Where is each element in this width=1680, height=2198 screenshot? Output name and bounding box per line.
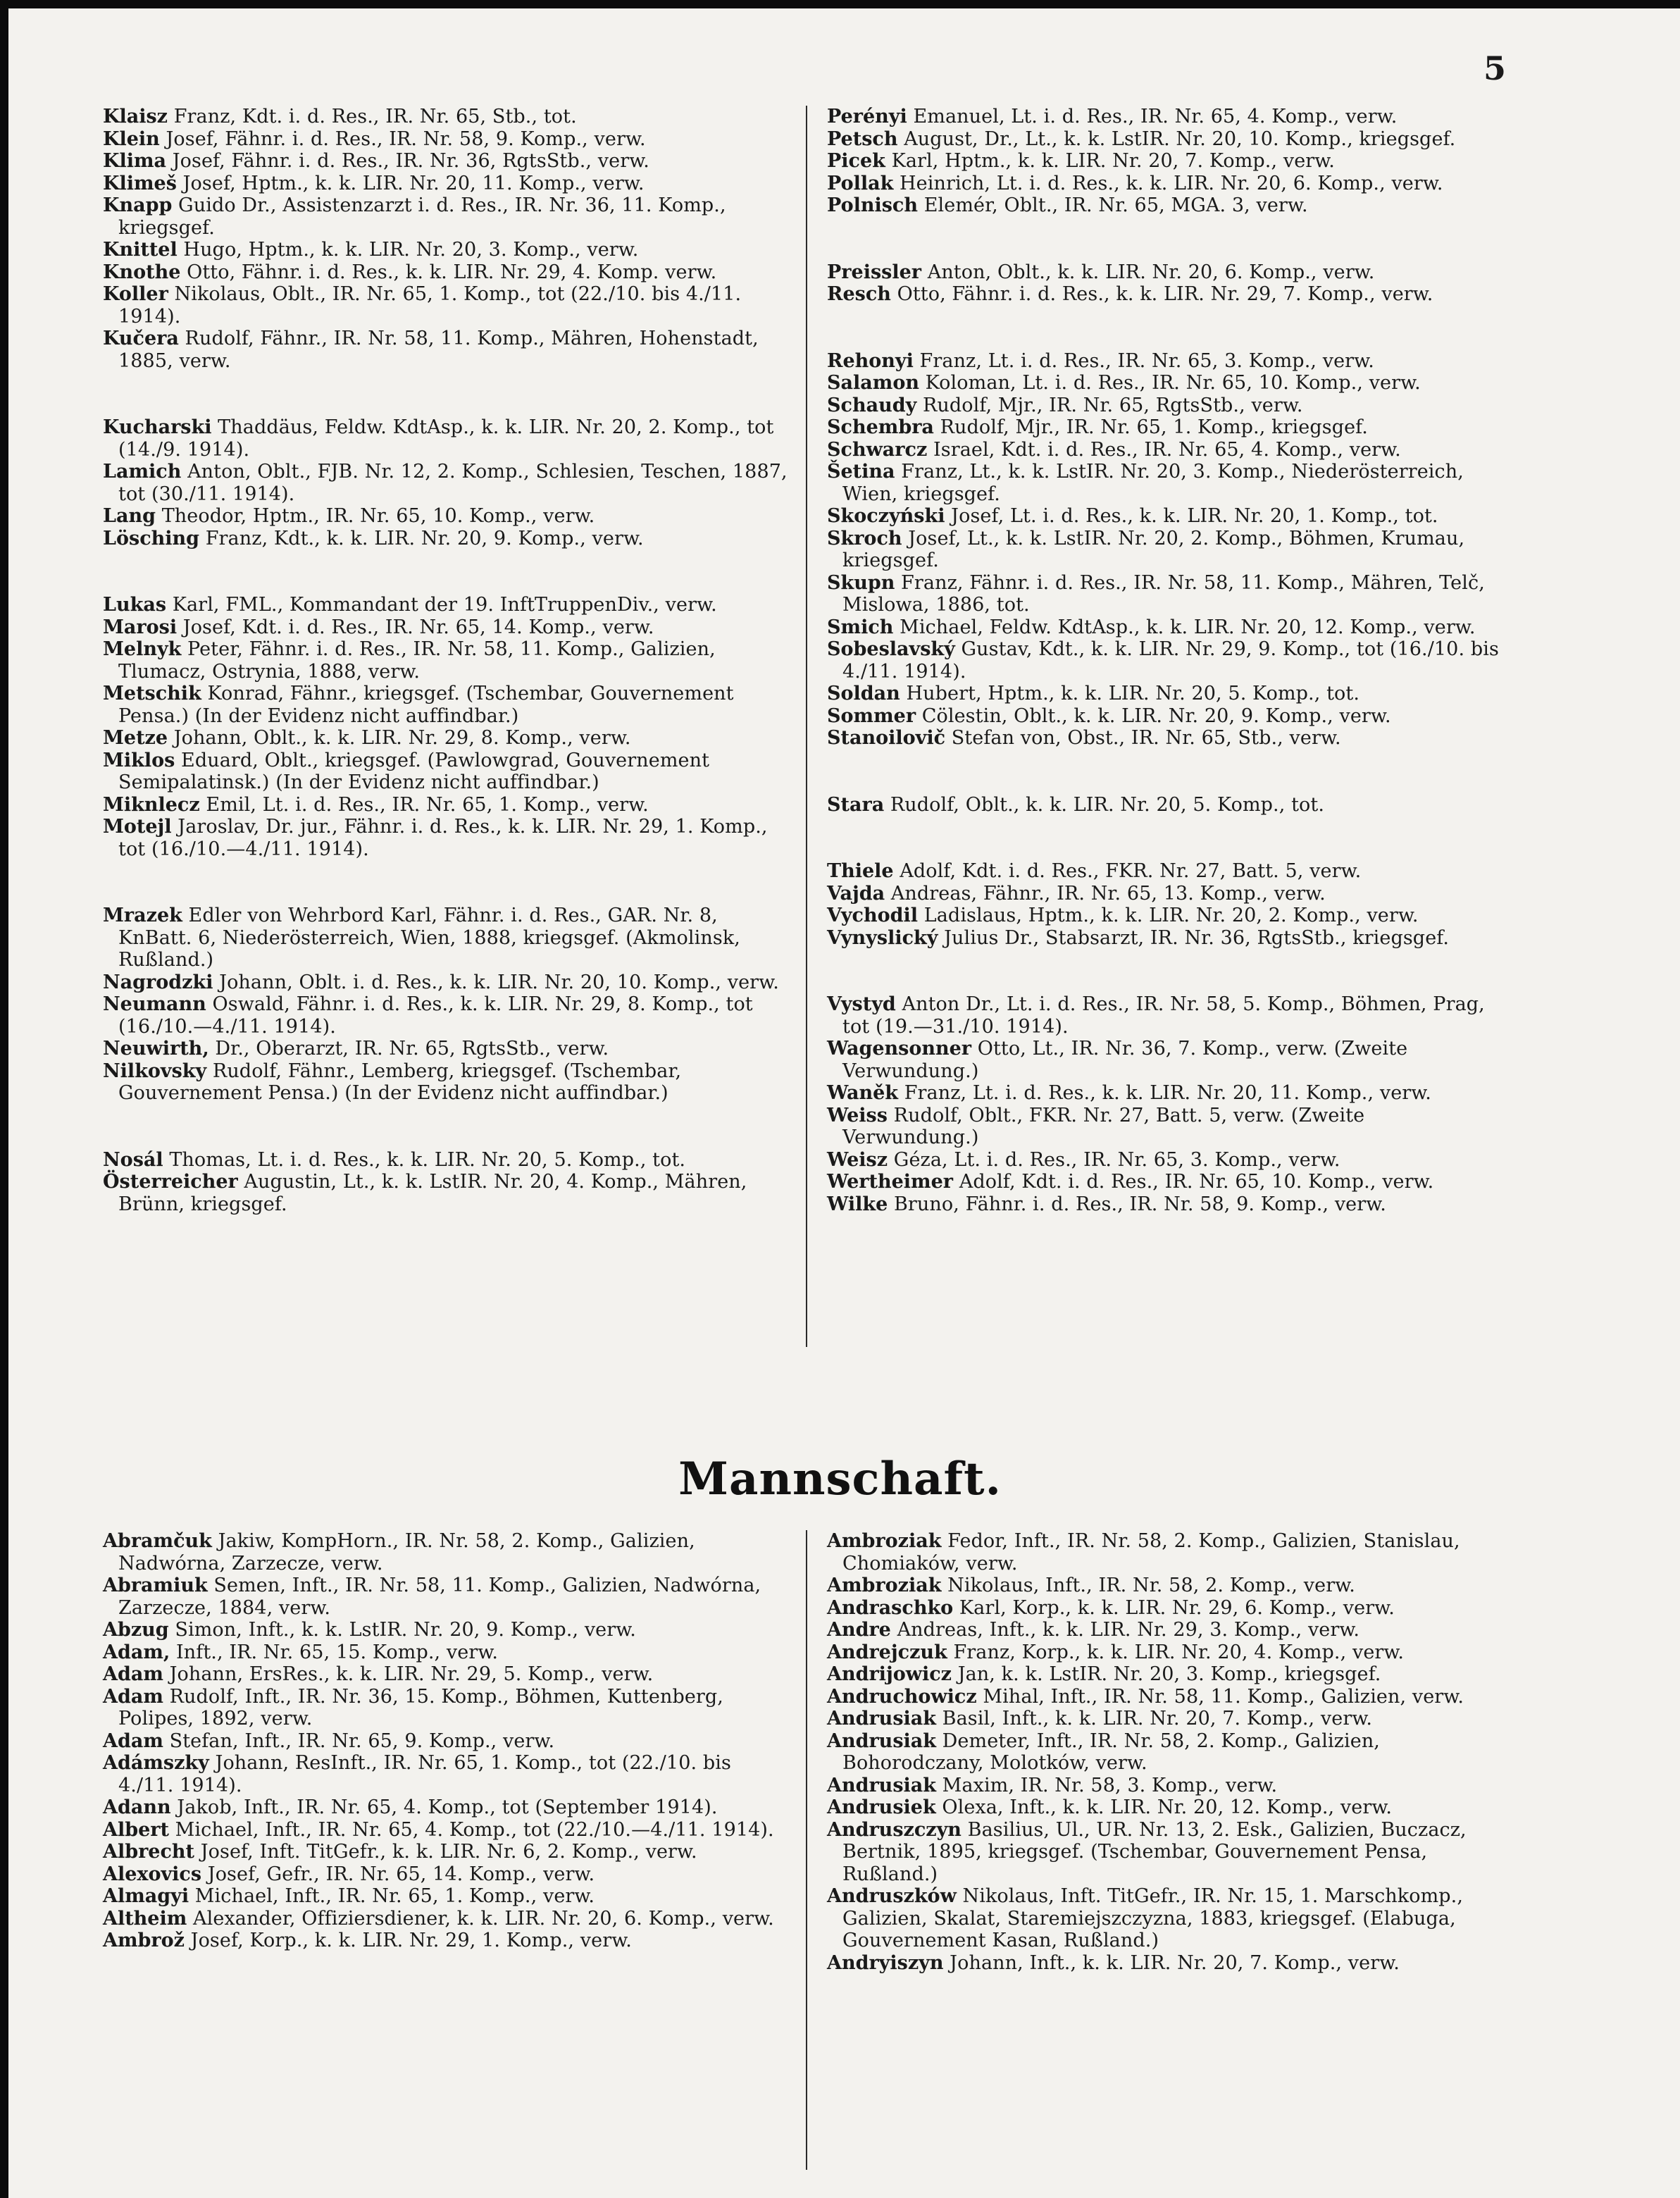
entry-surname: Picek [827,150,885,172]
entry-surname: Koller [103,283,168,305]
entry-surname: Lösching [103,527,200,550]
entry-surname: Ambroziak [827,1530,942,1552]
entry-surname: Schwarcz [827,438,928,461]
entry-details: Augustin, Lt., k. k. LstIR. Nr. 20, 4. Komp., Mähren, Brünn, kriegsgef. [118,1171,747,1215]
entry-details: Julius Dr., Stabsarzt, IR. Nr. 36, RgtsStb., kriegsgef. [944,926,1450,949]
entry-surname: Weiss [827,1104,888,1126]
entry-surname: Petsch [827,128,898,150]
entry-details: Jakob, Inft., IR. Nr. 65, 4. Komp., tot (September 1914). [177,1796,718,1818]
entry-surname: Lukas [103,594,167,616]
entry-details: Jakiw, KompHorn., IR. Nr. 58, 2. Komp., Galizien, Nadwórna, Zarzecze, verw. [118,1530,695,1575]
entry-details: Emanuel, Lt. i. d. Res., IR. Nr. 65, 4. Komp., verw. [913,106,1398,128]
mannschaft-entry [827,1686,1506,1708]
entry-details: Cölestin, Oblt., k. k. LIR. Nr. 20, 9. Komp., verw. [921,704,1391,727]
mannschaft-entry [827,1641,1506,1664]
entry-surname: Vychodil [827,905,919,926]
entry-details: Konrad, Fähnr., kriegsgef. (Tschembar, Gouvernement Pensa.) (In der Evidenz nicht auffindbar.) [118,683,734,727]
mannschaft-entry [103,1863,789,1886]
mannschaft-entry [827,1730,1506,1775]
entry-surname: Resch [827,283,891,305]
entry-details: Franz, Lt., k. k. LstIR. Nr. 20, 3. Komp., Niederösterreich, Wien, kriegsgef. [842,461,1464,505]
entry-details: Rudolf, Mjr., IR. Nr. 65, RgtsStb., verw. [922,394,1303,416]
entry-surname: Andruszczyn [827,1818,962,1841]
entry-details: Michael, Feldw. KdtAsp., k. k. LIR. Nr. 20, 12. Komp., verw. [900,616,1476,638]
mannschaft-entry [103,1796,789,1819]
entry-surname: Andrejczuk [827,1641,947,1663]
entry-details: Stefan, Inft., IR. Nr. 65, 9. Komp., verw. [169,1730,555,1752]
entry-details: Andreas, Fähnr., IR. Nr. 65, 13. Komp., verw. [890,882,1326,905]
entry-details: Demeter, Inft., IR. Nr. 58, 2. Komp., Galizien, Bohorodczany, Molotków, verw. [842,1730,1380,1774]
entry-surname: Rehonyi [827,349,914,372]
entry-details: Franz, Lt. i. d. Res., IR. Nr. 65, 3. Komp., verw. [919,349,1374,372]
entry-surname: Andruszków [827,1885,957,1907]
mannschaft-entry [103,1619,789,1641]
entry-details: Andreas, Inft., k. k. LIR. Nr. 29, 3. Komp., verw. [897,1619,1360,1641]
entry-surname: Mrazek [103,905,182,926]
entry-details: Olexa, Inft., k. k. LIR. Nr. 20, 12. Komp., verw. [942,1796,1393,1818]
mannschaft-entry [103,1663,789,1686]
entry-surname: Andraschko [827,1596,954,1619]
mannschaft-entry [103,1841,789,1863]
mannschaft-entry [103,1530,789,1575]
entry-surname: Andruchowicz [827,1685,977,1708]
entry-details: August, Dr., Lt., k. k. LstIR. Nr. 20, 10. Komp., kriegsgef. [904,128,1456,150]
entry-details: Stefan von, Obst., IR. Nr. 65, Stb., verw. [951,727,1341,749]
entry-details: Otto, Fähnr. i. d. Res., k. k. LIR. Nr. 29, 4. Komp. verw. [187,261,717,283]
entry-surname: Waněk [827,1082,898,1104]
entry-details: Franz, Lt. i. d. Res., k. k. LIR. Nr. 20, 11. Komp., verw. [904,1082,1431,1104]
entry-details: Hugo, Hptm., k. k. LIR. Nr. 20, 3. Komp., verw. [183,239,639,261]
entry-surname: Šetina [827,461,895,483]
mannschaft-right-column [827,0,1506,2198]
mannschaft-entry [827,1663,1506,1686]
entry-details: Karl, Korp., k. k. LIR. Nr. 29, 6. Komp., verw. [959,1596,1395,1619]
entry-details: Josef, Lt. i. d. Res., k. k. LIR. Nr. 20, 1. Komp., tot. [951,505,1438,527]
entry-details: Ladislaus, Hptm., k. k. LIR. Nr. 20, 2. Komp., verw. [923,905,1419,926]
entry-surname: Perényi [827,106,907,128]
mannschaft-entry [827,1597,1506,1620]
entry-details: Johann, ErsRes., k. k. LIR. Nr. 29, 5. Komp., verw. [169,1663,654,1685]
entry-details: Nikolaus, Inft., IR. Nr. 58, 2. Komp., verw. [947,1575,1355,1596]
entry-details: Eduard, Oblt., kriegsgef. (Pawlowgrad, Gouvernement Semipalatinsk.) (In der Evidenz nicht auffindbar.) [118,749,710,793]
entry-details: Anton Dr., Lt. i. d. Res., IR. Nr. 58, 5. Komp., Böhmen, Prag, tot (19.—31./10. 1914). [842,993,1485,1038]
entry-details: Otto, Fähnr. i. d. Res., k. k. LIR. Nr. 29, 7. Komp., verw. [897,283,1433,305]
entry-surname: Klima [103,150,167,172]
entry-surname: Sommer [827,704,916,727]
entry-surname: Andre [827,1619,891,1641]
entry-surname: Soldan [827,683,900,704]
entry-surname: Skroch [827,527,902,550]
entry-details: Mihal, Inft., IR. Nr. 58, 11. Komp., Galizien, verw. [983,1685,1464,1708]
entry-surname: Wilke [827,1193,888,1215]
entry-details: Adolf, Kdt. i. d. Res., IR. Nr. 65, 10. Komp., verw. [959,1171,1434,1193]
entry-surname: Klaisz [103,106,168,128]
entry-surname: Almagyi [103,1885,189,1907]
entry-surname: Abramčuk [103,1530,212,1552]
entry-surname: Vajda [827,882,885,905]
entry-surname: Nilkovsky [103,1060,207,1082]
entry-details: Jaroslav, Dr. jur., Fähnr. i. d. Res., k. k. LIR. Nr. 29, 1. Komp., tot (16./10.—4./11. 1914). [118,816,768,860]
entry-surname: Kucharski [103,416,212,438]
entry-details: Basilius, Ul., UR. Nr. 13, 2. Esk., Galizien, Buczacz, Bertnik, 1895, kriegsgef. (Tschembar, Gouvernement Pensa, Rußland.) [842,1818,1467,1885]
entry-surname: Metze [103,727,168,749]
entry-details: Inft., IR. Nr. 65, 15. Komp., verw. [175,1641,499,1663]
entry-details: Josef, Kdt. i. d. Res., IR. Nr. 65, 14. Komp., verw. [182,616,654,638]
entry-details: Heinrich, Lt. i. d. Res., k. k. LIR. Nr. 20, 6. Komp., verw. [900,172,1443,194]
entry-details: Michael, Inft., IR. Nr. 65, 1. Komp., verw. [194,1885,595,1907]
column-divider-bottom [806,1530,807,2170]
page-number: 5 [1483,49,1507,87]
mannschaft-entry [103,1819,789,1842]
entry-surname: Stara [827,793,885,816]
entry-surname: Stanoilovič [827,727,946,749]
entry-details: Elemér, Oblt., IR. Nr. 65, MGA. 3, verw. [923,194,1308,216]
entry-details: Koloman, Lt. i. d. Res., IR. Nr. 65, 10. Komp., verw. [925,372,1421,394]
entry-surname: Albrecht [103,1841,195,1863]
entry-surname: Preissler [827,261,922,283]
mannschaft-entry [103,1641,789,1664]
entry-details: Franz, Fähnr. i. d. Res., IR. Nr. 58, 11. Komp., Mähren, Telč, Mislowa, 1886, tot. [842,571,1485,616]
entry-surname: Miklos [103,749,175,771]
entry-details: Anton, Oblt., FJB. Nr. 12, 2. Komp., Schlesien, Teschen, 1887, tot (30./11. 1914). [118,461,788,505]
entry-details: Rudolf, Oblt., FKR. Nr. 27, Batt. 5, verw. (Zweite Verwundung.) [842,1104,1365,1148]
entry-surname: Smich [827,616,894,638]
entry-surname: Klein [103,128,160,150]
entry-surname: Pollak [827,172,894,194]
entry-surname: Adam [103,1685,163,1708]
entry-details: Michael, Inft., IR. Nr. 65, 4. Komp., tot (22./10.—4./11. 1914). [175,1818,774,1841]
entry-surname: Miknlecz [103,793,200,816]
entry-surname: Schembra [827,416,934,438]
entry-details: Johann, ResInft., IR. Nr. 65, 1. Komp., tot (22./10. bis 4./11. 1914). [118,1752,731,1796]
entry-details: Rudolf, Fähnr., Lemberg, kriegsgef. (Tschembar, Gouvernement Pensa.) (In der Evidenz nicht auffindbar.) [118,1060,682,1104]
entry-surname: Adam [103,1663,163,1685]
entry-details: Edler von Wehrbord Karl, Fähnr. i. d. Res., GAR. Nr. 8, KnBatt. 6, Niederösterreich, Wien, 1888, kriegsgef. (Akmolinsk, Rußland.) [118,905,740,971]
entry-surname: Motejl [103,816,172,838]
entry-details: Nikolaus, Inft. TitGefr., IR. Nr. 15, 1. Marschkomp., Galizien, Skalat, Staremiejszczyzna, 1883, kriegsgef. (Elabuga, Gouvernement Kasan, Rußland.) [842,1885,1464,1951]
entry-surname: Adam, [103,1641,170,1663]
mannschaft-left-column [103,0,789,2198]
entry-surname: Knittel [103,239,178,261]
entry-details: Josef, Fähnr. i. d. Res., IR. Nr. 36, RgtsStb., verw. [172,150,649,172]
entry-details: Josef, Lt., k. k. LstIR. Nr. 20, 2. Komp., Böhmen, Krumau, kriegsgef. [842,527,1465,571]
entry-surname: Weisz [827,1148,888,1171]
mannschaft-entry [827,1575,1506,1597]
entry-surname: Vystyd [827,993,896,1015]
entry-details: Rudolf, Inft., IR. Nr. 36, 15. Komp., Böhmen, Kuttenberg, Polipes, 1892, verw. [118,1685,723,1730]
entry-surname: Alexovics [103,1863,202,1885]
entry-surname: Lamich [103,461,182,483]
entry-surname: Klimeš [103,172,177,194]
entry-surname: Neumann [103,993,206,1015]
mannschaft-entry [827,1530,1506,1575]
entry-details: Oswald, Fähnr. i. d. Res., k. k. LIR. Nr. 29, 8. Komp., tot (16./10.—4./11. 1914). [118,993,753,1038]
entry-surname: Skoczyński [827,505,945,527]
entry-surname: Andrusiak [827,1774,936,1796]
entry-surname: Knothe [103,261,181,283]
entry-surname: Adann [103,1796,171,1818]
entry-surname: Wertheimer [827,1171,954,1193]
mannschaft-entry [103,1752,789,1796]
entry-details: Alexander, Offiziersdiener, k. k. LIR. Nr. 20, 6. Komp., verw. [193,1907,774,1930]
entry-details: Semen, Inft., IR. Nr. 58, 11. Komp., Galizien, Nadwórna, Zarzecze, 1884, verw. [118,1575,761,1619]
entry-surname: Schaudy [827,394,917,416]
mannschaft-entry [103,1686,789,1730]
entry-surname: Vynyslický [827,926,938,949]
mannschaft-entry [827,1885,1506,1952]
entry-details: Otto, Lt., IR. Nr. 36, 7. Komp., verw. (Zweite Verwundung.) [842,1038,1408,1082]
entry-surname: Nagrodzki [103,971,213,993]
entry-details: Thomas, Lt. i. d. Res., k. k. LIR. Nr. 20, 5. Komp., tot. [169,1148,686,1171]
mannschaft-entry [103,1885,789,1908]
entry-details: Theodor, Hptm., IR. Nr. 65, 10. Komp., verw. [161,505,595,527]
entry-details: Maxim, IR. Nr. 58, 3. Komp., verw. [942,1774,1278,1796]
entry-details: Fedor, Inft., IR. Nr. 58, 2. Komp., Galizien, Stanislau, Chomiaków, verw. [842,1530,1460,1575]
entry-details: Bruno, Fähnr. i. d. Res., IR. Nr. 58, 9. Komp., verw. [893,1193,1386,1215]
mannschaft-entry [827,1619,1506,1641]
entry-details: Franz, Kdt., k. k. LIR. Nr. 20, 9. Komp., verw. [205,527,644,550]
entry-details: Rudolf, Mjr., IR. Nr. 65, 1. Komp., kriegsgef. [940,416,1368,438]
entry-details: Jan, k. k. LstIR. Nr. 20, 3. Komp., kriegsgef. [957,1663,1381,1685]
entry-surname: Albert [103,1818,169,1841]
entry-surname: Andryiszyn [827,1951,944,1974]
entry-surname: Knapp [103,194,173,216]
entry-surname: Nosál [103,1148,163,1171]
entry-surname: Lang [103,505,156,527]
entry-surname: Andrijowicz [827,1663,952,1685]
entry-surname: Ambroziak [827,1575,942,1596]
entry-surname: Ambrož [103,1930,185,1951]
entry-details: Johann, Oblt. i. d. Res., k. k. LIR. Nr. 20, 10. Komp., verw. [219,971,779,993]
entry-surname: Polnisch [827,194,919,216]
mannschaft-entry [827,1952,1506,1975]
entry-details: Rudolf, Fähnr., IR. Nr. 58, 11. Komp., Mähren, Hohenstadt, 1885, verw. [118,328,759,372]
entry-surname: Wagensonner [827,1038,972,1060]
entry-surname: Marosi [103,616,178,638]
mannschaft-entry [103,1908,789,1930]
mannschaft-entry [827,1819,1506,1886]
entry-details: Dr., Oberarzt, IR. Nr. 65, RgtsStb., verw. [215,1038,609,1060]
entry-details: Nikolaus, Oblt., IR. Nr. 65, 1. Komp., tot (22./10. bis 4./11. 1914). [118,283,742,328]
entry-surname: Altheim [103,1907,187,1930]
entry-details: Franz, Korp., k. k. LIR. Nr. 20, 4. Komp., verw. [953,1641,1405,1663]
entry-details: Josef, Hptm., k. k. LIR. Nr. 20, 11. Komp., verw. [182,172,645,194]
entry-details: Josef, Korp., k. k. LIR. Nr. 29, 1. Komp., verw. [190,1930,632,1951]
entry-details: Johann, Oblt., k. k. LIR. Nr. 29, 8. Komp., verw. [173,727,631,749]
entry-surname: Österreicher [103,1171,238,1193]
mannschaft-entry [827,1796,1506,1819]
entry-surname: Neuwirth, [103,1038,209,1060]
entry-details: Israel, Kdt. i. d. Res., IR. Nr. 65, 4. Komp., verw. [933,438,1401,461]
entry-surname: Thiele [827,860,894,882]
entry-details: Josef, Fähnr. i. d. Res., IR. Nr. 58, 9. Komp., verw. [166,128,646,150]
entry-details: Josef, Gefr., IR. Nr. 65, 14. Komp., verw. [207,1863,595,1885]
entry-details: Josef, Inft. TitGefr., k. k. LIR. Nr. 6, 2. Komp., verw. [200,1841,697,1863]
entry-details: Simon, Inft., k. k. LstIR. Nr. 20, 9. Komp., verw. [175,1619,636,1641]
mannschaft-entry [103,1730,789,1753]
entry-details: Johann, Inft., k. k. LIR. Nr. 20, 7. Komp., verw. [950,1951,1400,1974]
entry-surname: Adam [103,1730,163,1752]
entry-details: Emil, Lt. i. d. Res., IR. Nr. 65, 1. Komp., verw. [206,793,649,816]
entry-details: Géza, Lt. i. d. Res., IR. Nr. 65, 3. Komp., verw. [893,1148,1340,1171]
entry-surname: Sobeslavský [827,638,955,660]
entry-surname: Andrusiak [827,1708,936,1730]
entry-details: Basil, Inft., k. k. LIR. Nr. 20, 7. Komp., verw. [942,1708,1373,1730]
entry-details: Adolf, Kdt. i. d. Res., FKR. Nr. 27, Batt. 5, verw. [900,860,1362,882]
entry-surname: Skupn [827,571,895,594]
entry-details: Peter, Fähnr. i. d. Res., IR. Nr. 58, 11. Komp., Galizien, Tlumacz, Ostrynia, 1888, verw. [118,638,716,683]
entry-surname: Abzug [103,1619,169,1641]
entry-details: Karl, Hptm., k. k. LIR. Nr. 20, 7. Komp., verw. [891,150,1335,172]
entry-surname: Melnyk [103,638,182,660]
entry-surname: Adámszky [103,1752,209,1774]
entry-details: Hubert, Hptm., k. k. LIR. Nr. 20, 5. Komp., tot. [906,683,1360,704]
entry-surname: Abramiuk [103,1575,208,1596]
entry-surname: Kučera [103,328,179,349]
entry-details: Franz, Kdt. i. d. Res., IR. Nr. 65, Stb., tot. [173,106,577,128]
column-divider-top [806,106,807,1347]
entry-details: Guido Dr., Assistenzarzt i. d. Res., IR. Nr. 36, 11. Komp., kriegsgef. [118,194,726,239]
mannschaft-entry [103,1930,789,1952]
entry-details: Karl, FML., Kommandant der 19. InftTruppenDiv., verw. [172,594,717,616]
mannschaft-entry [827,1708,1506,1730]
entry-details: Gustav, Kdt., k. k. LIR. Nr. 29, 9. Komp., tot (16./10. bis 4./11. 1914). [842,638,1499,683]
entry-details: Thaddäus, Feldw. KdtAsp., k. k. LIR. Nr. 20, 2. Komp., tot (14./9. 1914). [118,416,774,461]
entry-surname: Metschik [103,683,201,704]
entry-surname: Andrusiak [827,1730,936,1752]
mannschaft-entry [827,1775,1506,1797]
entry-details: Rudolf, Oblt., k. k. LIR. Nr. 20, 5. Komp., tot. [890,793,1325,816]
entry-surname: Salamon [827,372,919,394]
entry-surname: Andrusiek [827,1796,936,1818]
scan-left-border [0,0,8,2198]
mannschaft-entry [103,1575,789,1619]
section-title-mannschaft: Mannschaft. [678,1453,1002,1505]
entry-details: Anton, Oblt., k. k. LIR. Nr. 20, 6. Komp., verw. [927,261,1375,283]
